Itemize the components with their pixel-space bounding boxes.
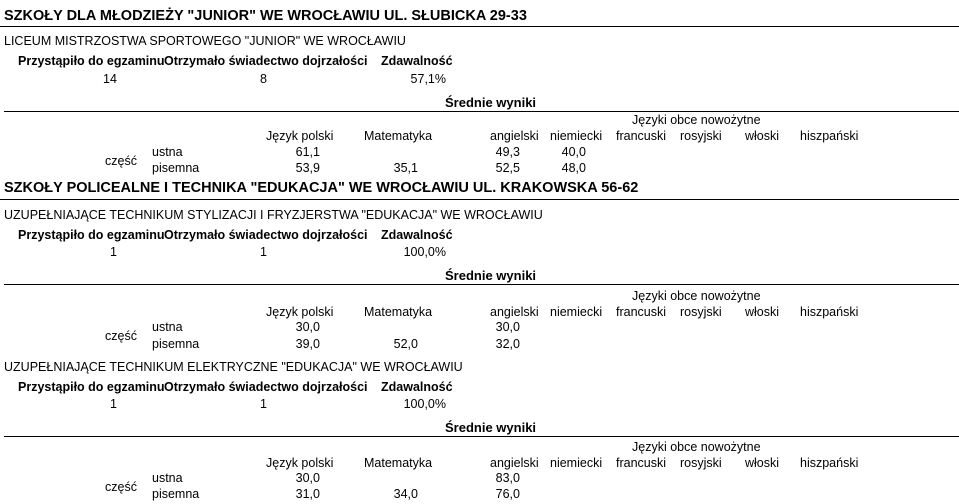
value-otrzymalo: 1 xyxy=(260,245,267,259)
value-otrzymalo: 1 xyxy=(260,397,267,411)
col-niemiecki: niemiecki xyxy=(550,129,603,143)
ustna-polski: 61,1 xyxy=(295,145,320,159)
ustna-polski: 30,0 xyxy=(295,471,320,485)
col-matematyka: Matematyka xyxy=(364,129,433,143)
ustna-angielski: 83,0 xyxy=(495,471,520,485)
col-matematyka: Matematyka xyxy=(364,456,433,470)
unit-name: UZUPEŁNIAJĄCE TECHNIKUM STYLIZACJI I FRYZJERSTWA "EDUKACJA" WE WROCŁAWIU xyxy=(4,208,543,222)
divider xyxy=(4,284,959,285)
col-rosyjski: rosyjski xyxy=(680,456,722,470)
divider xyxy=(4,436,959,437)
col-niemiecki: niemiecki xyxy=(550,305,603,319)
pisemna-polski: 31,0 xyxy=(295,487,320,501)
ustna-angielski: 30,0 xyxy=(495,320,520,334)
value-zdawalnosc: 57,1% xyxy=(410,72,446,86)
ustna-label: ustna xyxy=(152,471,183,485)
value-przystapilo: 1 xyxy=(110,397,117,411)
ustna-niemiecki: 40,0 xyxy=(561,145,586,159)
czesc-label: część xyxy=(105,154,137,168)
header-otrzymalo: Otrzymało świadectwo dojrzałości xyxy=(164,380,368,394)
header-zdawalnosc: Zdawalność xyxy=(381,54,453,68)
pisemna-angielski: 52,5 xyxy=(495,161,520,175)
czesc-label: część xyxy=(105,480,137,494)
col-francuski: francuski xyxy=(616,305,667,319)
value-zdawalnosc: 100,0% xyxy=(403,397,446,411)
col-angielski: angielski xyxy=(490,305,539,319)
school-title: SZKOŁY DLA MŁODZIEŻY "JUNIOR" WE WROCŁAWIU UL. SŁUBICKA 29-33 xyxy=(4,8,527,24)
ustna-polski: 30,0 xyxy=(295,320,320,334)
pisemna-matematyka: 34,0 xyxy=(393,487,418,501)
ustna-label: ustna xyxy=(152,320,183,334)
czesc-label: część xyxy=(105,329,137,343)
pisemna-label: pisemna xyxy=(152,337,200,351)
divider xyxy=(0,199,959,200)
pisemna-matematyka: 52,0 xyxy=(393,337,418,351)
header-przystapilo: Przystąpiło do egzaminu xyxy=(18,54,165,68)
unit-name: UZUPEŁNIAJĄCE TECHNIKUM ELEKTRYCZNE "EDUKACJA" WE WROCŁAWIU xyxy=(4,360,463,374)
col-hiszpanski: hiszpański xyxy=(800,305,859,319)
jezyki-obce-label: Języki obce nowożytne xyxy=(632,289,761,303)
col-rosyjski: rosyjski xyxy=(680,305,722,319)
pisemna-angielski: 76,0 xyxy=(495,487,520,501)
header-przystapilo: Przystąpiło do egzaminu xyxy=(18,380,165,394)
value-zdawalnosc: 100,0% xyxy=(403,245,446,259)
header-otrzymalo: Otrzymało świadectwo dojrzałości xyxy=(164,228,368,242)
ustna-angielski: 49,3 xyxy=(495,145,520,159)
srednie-wyniki-label: Średnie wyniki xyxy=(445,420,537,435)
srednie-wyniki-label: Średnie wyniki xyxy=(445,268,537,283)
col-angielski: angielski xyxy=(490,129,539,143)
srednie-wyniki-label: Średnie wyniki xyxy=(445,95,537,110)
pisemna-polski: 53,9 xyxy=(295,161,320,175)
unit-name: LICEUM MISTRZOSTWA SPORTOWEGO "JUNIOR" WE WROCŁAWIU xyxy=(4,34,406,48)
pisemna-matematyka: 35,1 xyxy=(393,161,418,175)
col-francuski: francuski xyxy=(616,456,667,470)
divider xyxy=(0,26,959,27)
col-polski: Język polski xyxy=(266,305,334,319)
value-przystapilo: 14 xyxy=(103,72,117,86)
col-angielski: angielski xyxy=(490,456,539,470)
jezyki-obce-label: Języki obce nowożytne xyxy=(632,440,761,454)
pisemna-polski: 39,0 xyxy=(295,337,320,351)
pisemna-niemiecki: 48,0 xyxy=(561,161,586,175)
header-zdawalnosc: Zdawalność xyxy=(381,228,453,242)
ustna-label: ustna xyxy=(152,145,183,159)
jezyki-obce-label: Języki obce nowożytne xyxy=(632,113,761,127)
col-wloski: włoski xyxy=(745,129,780,143)
col-polski: Język polski xyxy=(266,456,334,470)
pisemna-label: pisemna xyxy=(152,161,200,175)
col-francuski: francuski xyxy=(616,129,667,143)
col-matematyka: Matematyka xyxy=(364,305,433,319)
col-rosyjski: rosyjski xyxy=(680,129,722,143)
col-wloski: włoski xyxy=(745,456,780,470)
pisemna-label: pisemna xyxy=(152,487,200,501)
header-zdawalnosc: Zdawalność xyxy=(381,380,453,394)
col-wloski: włoski xyxy=(745,305,780,319)
school-title: SZKOŁY POLICEALNE I TECHNIKA "EDUKACJA" WE WROCŁAWIU UL. KRAKOWSKA 56-62 xyxy=(4,180,639,196)
col-hiszpanski: hiszpański xyxy=(800,456,859,470)
col-niemiecki: niemiecki xyxy=(550,456,603,470)
value-otrzymalo: 8 xyxy=(260,72,267,86)
col-hiszpanski: hiszpański xyxy=(800,129,859,143)
col-polski: Język polski xyxy=(266,129,334,143)
value-przystapilo: 1 xyxy=(110,245,117,259)
pisemna-angielski: 32,0 xyxy=(495,337,520,351)
divider xyxy=(4,111,959,112)
header-otrzymalo: Otrzymało świadectwo dojrzałości xyxy=(164,54,368,68)
header-przystapilo: Przystąpiło do egzaminu xyxy=(18,228,165,242)
